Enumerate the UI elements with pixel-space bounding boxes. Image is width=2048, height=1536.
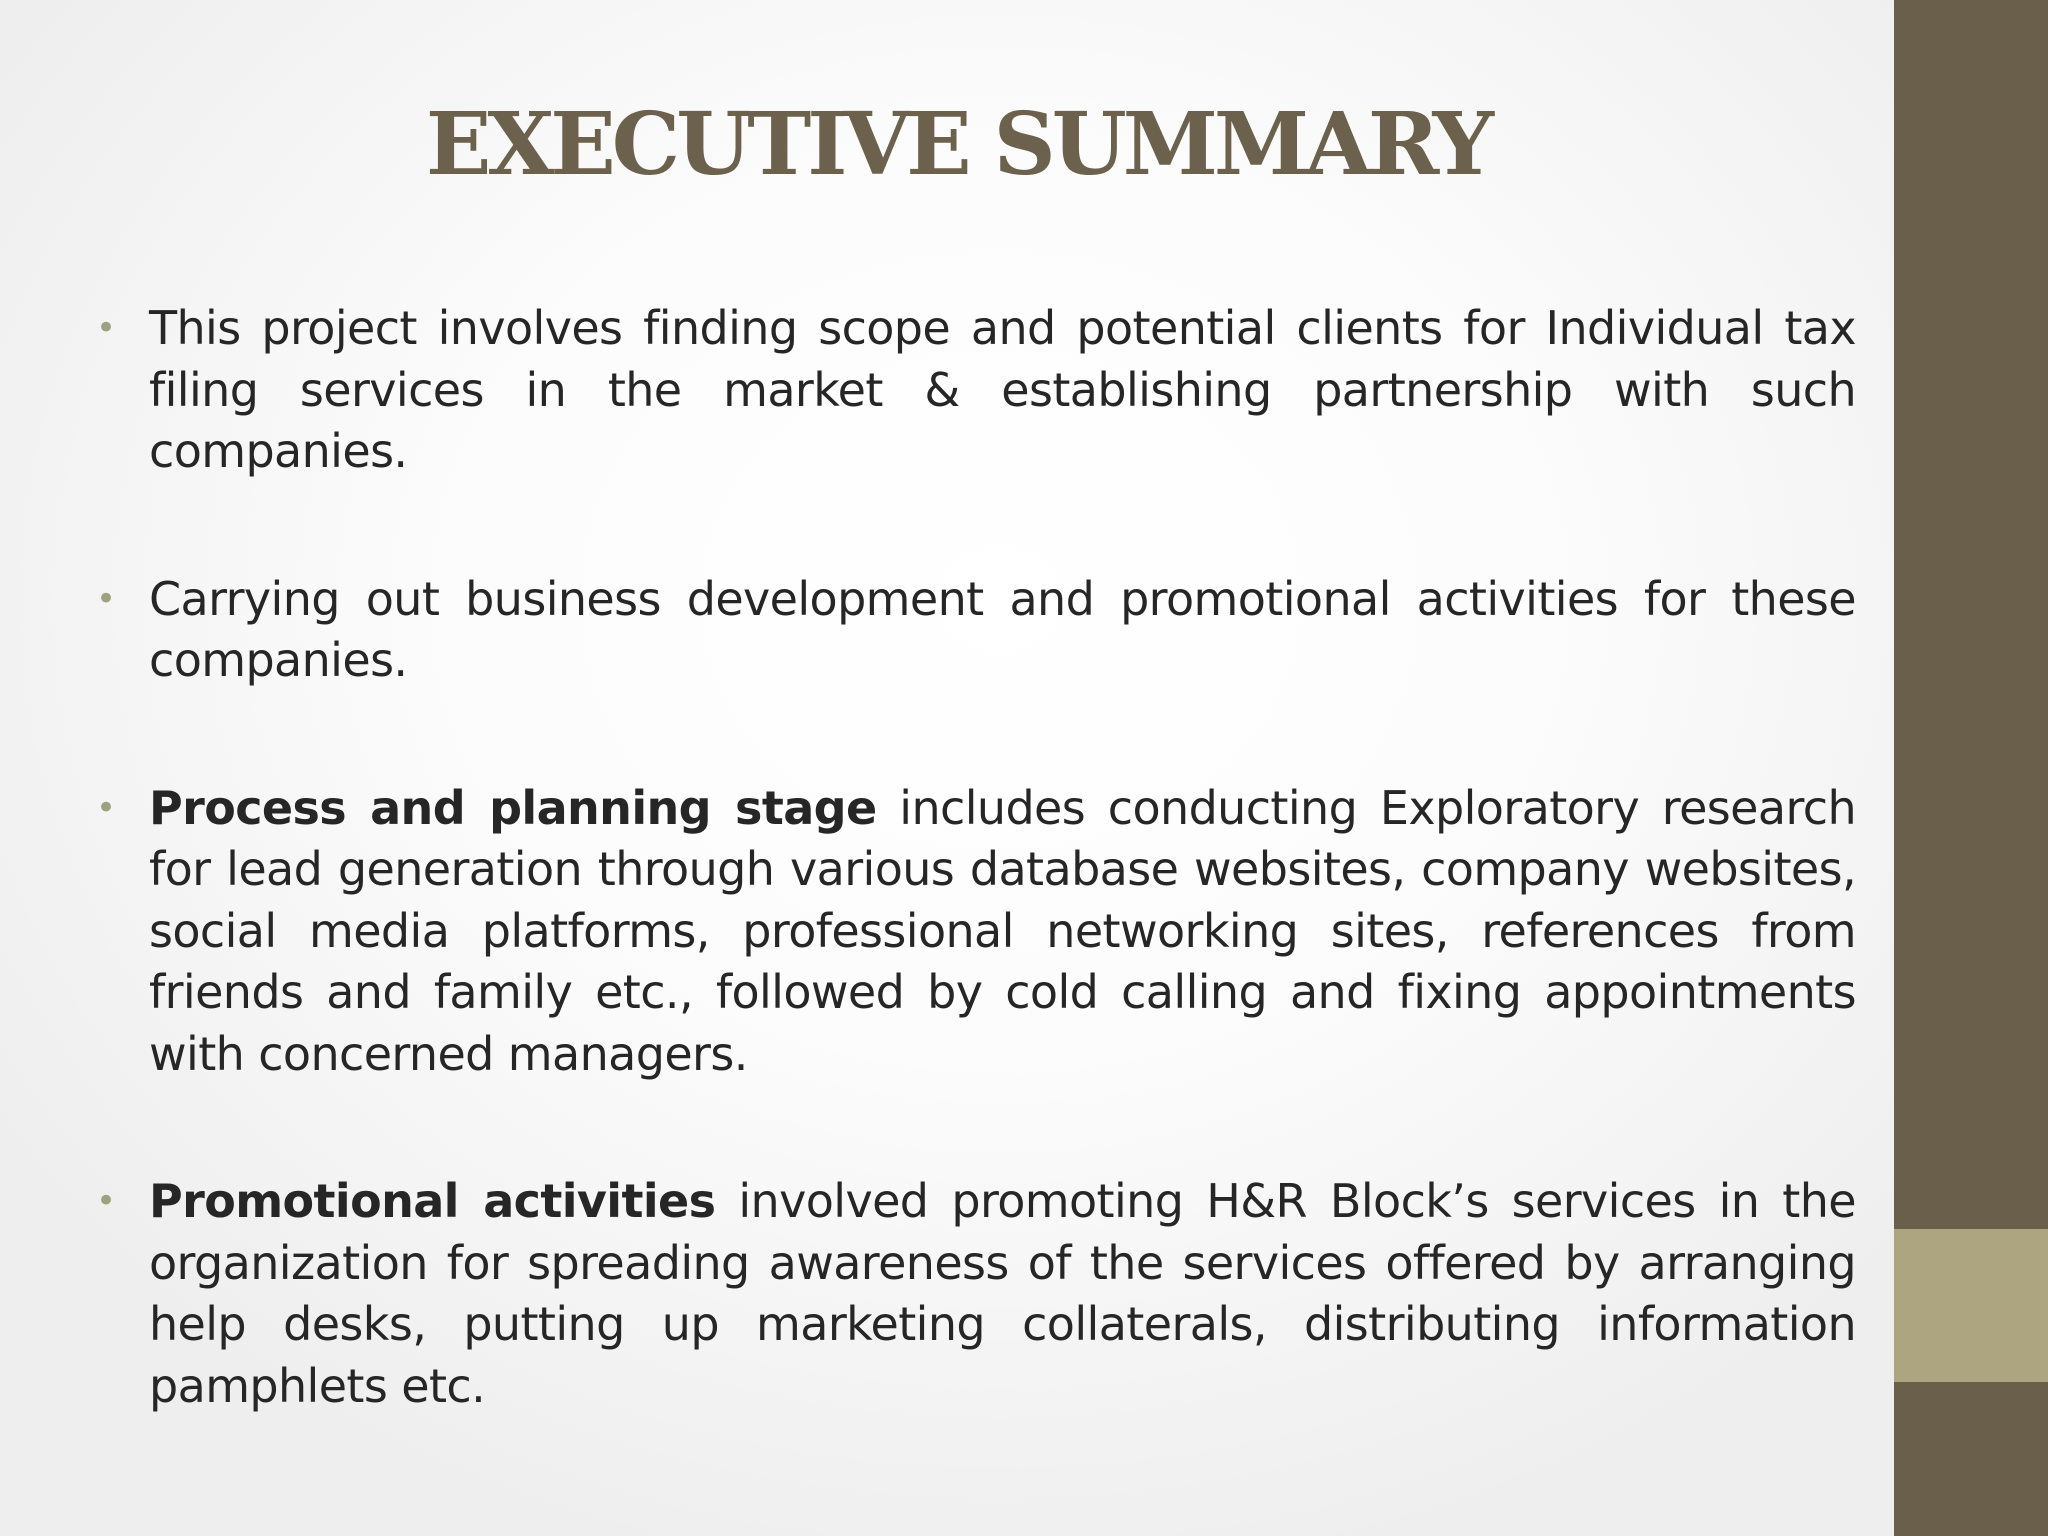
bullet-lead: Process and planning stage	[149, 780, 877, 835]
bullet-text: Carrying out business development and promotional activities for these companies.	[149, 571, 1856, 687]
bullet-lead: Promotional activities	[149, 1174, 716, 1228]
bullet-text: This project involves finding scope and potential clients for Individual tax filing services in the market & establishing partnership with such companies.	[149, 301, 1856, 478]
bullet-item	[96, 298, 1856, 483]
bullet-list	[96, 298, 1856, 1503]
bullet-text: involved promoting H&R Block’s services in the organization for spreading awareness of the services offered by arranging help desks, putting up marketing collaterals, distributing information pamphlets etc.	[149, 1174, 1857, 1413]
slide-title: EXECUTIVE SUMMARY	[425, 94, 1491, 195]
sidebar-accent-block	[1894, 1229, 2048, 1382]
bullet-marker: •	[96, 1181, 116, 1221]
bullet-marker: •	[96, 787, 116, 828]
bullet-marker: •	[96, 308, 116, 348]
bullet-marker: •	[96, 578, 116, 619]
bullet-item	[96, 569, 1856, 692]
bullet-item	[96, 778, 1856, 1086]
bullet-text: includes conducting Exploratory research for lead generation through various database websites, company websites, social media platforms, professional networking sites, references from friends and family etc., followed by cold calling and fixing appointments with concerned managers.	[149, 780, 1856, 1081]
bullet-item	[96, 1171, 1856, 1417]
